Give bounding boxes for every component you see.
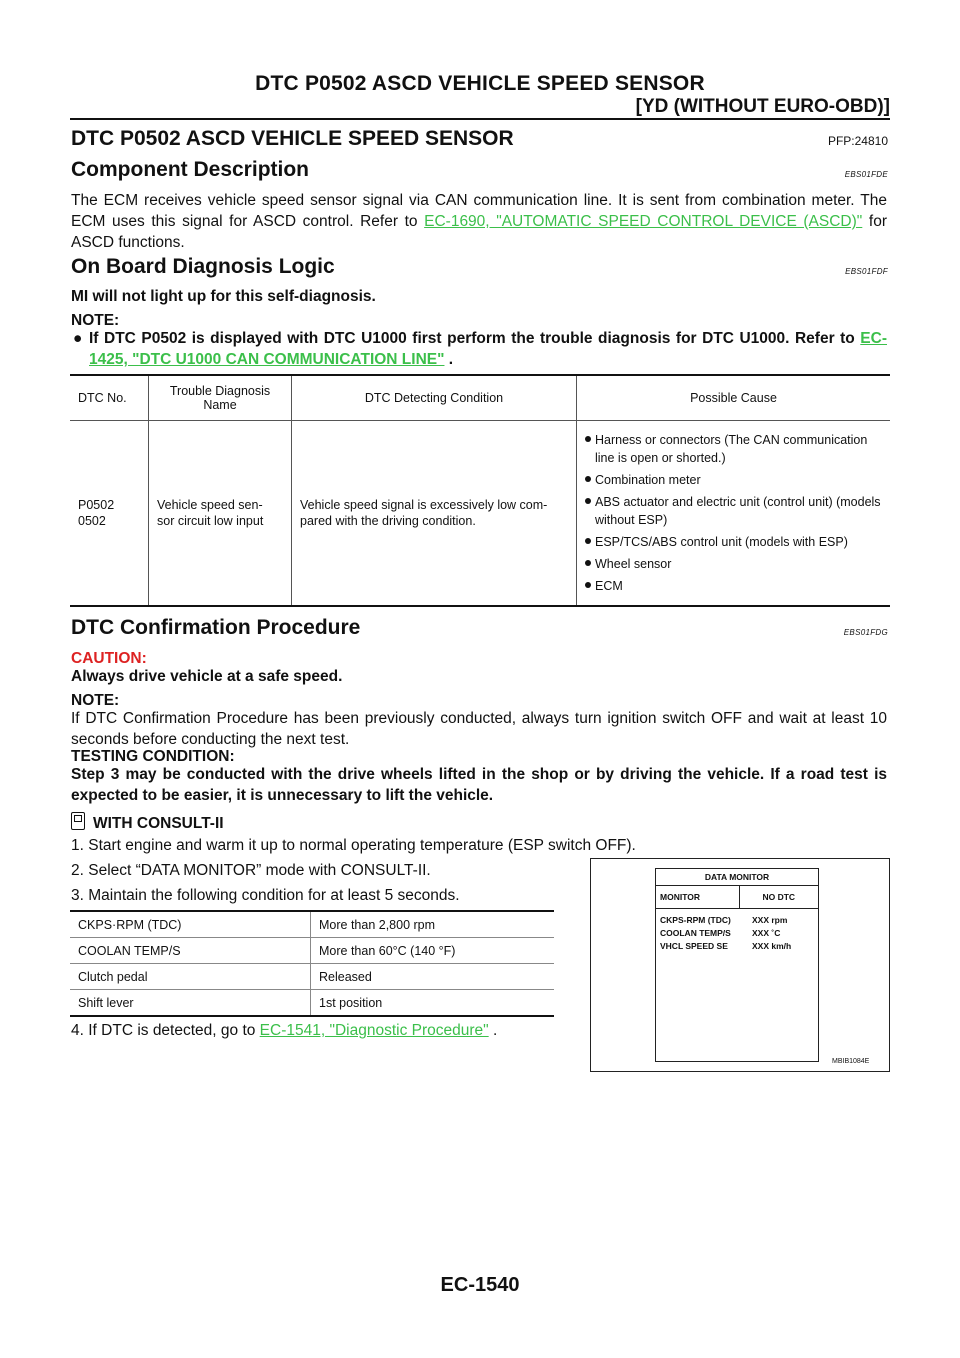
data-monitor-screen xyxy=(655,868,819,1062)
dtc-header-condition: DTC Detecting Condition xyxy=(292,375,577,421)
bullet-icon: ● xyxy=(73,330,83,347)
step-4: 4. If DTC is detected, go to EC-1541, "Diagnostic Procedure" . xyxy=(71,1022,498,1039)
page-number: EC-1540 xyxy=(440,1274,520,1296)
component-code: EBS01FDE xyxy=(844,170,888,179)
table-row: Shift lever 1st position xyxy=(70,990,554,1017)
ascd-ref-link[interactable]: EC-1690, "AUTOMATIC SPEED CONTROL DEVICE (ASCD)" xyxy=(424,213,863,230)
testing-label: TESTING CONDITION: xyxy=(71,748,235,765)
confirm-note-label: NOTE: xyxy=(71,692,120,709)
obd-note-label: NOTE: xyxy=(71,312,120,329)
running-header-title: DTC P0502 ASCD VEHICLE SPEED SENSOR xyxy=(255,72,705,95)
part-number: PFP:24810 xyxy=(827,134,888,148)
u1000-ref-link[interactable]: EC-1425, "DTC U1000 CAN COMMUNICATION LINE" xyxy=(89,330,887,368)
dtc-no-cell: P0502 0502 xyxy=(70,421,149,607)
step-1: 1. Start engine and warm it up to normal operating temperature (ESP switch OFF). xyxy=(71,837,636,854)
running-header-subtitle: [YD (WITHOUT EURO-OBD)] xyxy=(635,96,890,117)
confirm-heading: DTC Confirmation Procedure xyxy=(71,616,361,639)
caution-label: CAUTION: xyxy=(71,650,147,667)
header-rule xyxy=(70,118,890,120)
confirm-note-text: If DTC Confirmation Procedure has been previously conducted, always turn ignition switch OFF and wait at least 10 seconds before conducting the next test. xyxy=(71,710,887,748)
caution-text: Always drive vehicle at a safe speed. xyxy=(71,668,343,685)
list-item: ECM xyxy=(585,577,882,595)
dtc-name-cell: Vehicle speed sen- sor circuit low input xyxy=(149,421,292,607)
condition-table xyxy=(70,910,554,1017)
monitor-row: COOLAN TEMP/S XXX ˚C xyxy=(660,928,781,938)
dtc-cause-cell xyxy=(577,421,891,607)
step-3: 3. Maintain the following condition for at least 5 seconds. xyxy=(71,887,460,904)
monitor-header xyxy=(656,886,818,909)
confirm-code: EBS01FDG xyxy=(843,628,888,637)
obd-code: EBS01FDF xyxy=(845,267,888,276)
obd-note: ● If DTC P0502 is displayed with DTC U1000 first perform the trouble diagnosis for DTC U1000. Refer to EC-1425, "DTC U1000 CAN COMMUNICATION LINE" . xyxy=(73,330,887,368)
monitor-col-label: MONITOR xyxy=(660,892,700,902)
figure-caption: MBIB1084E xyxy=(832,1058,870,1065)
cause-list xyxy=(585,431,882,595)
dtc-condition-cell: Vehicle speed signal is excessively low com- pared with the driving condition. xyxy=(292,421,577,607)
mi-note: MI will not light up for this self-diagnosis. xyxy=(71,288,376,305)
step-2: 2. Select “DATA MONITOR” mode with CONSULT-II. xyxy=(71,862,431,879)
list-item: Wheel sensor xyxy=(585,555,882,573)
diagnostic-procedure-link[interactable]: EC-1541, "Diagnostic Procedure" xyxy=(259,1022,489,1039)
table-row: Clutch pedal Released xyxy=(70,964,554,990)
list-item: ABS actuator and electric unit (control unit) (models without ESP) xyxy=(585,493,882,529)
table-row xyxy=(70,421,890,607)
consult-heading: WITH CONSULT-II xyxy=(71,812,887,834)
list-item: Combination meter xyxy=(585,471,882,489)
dtc-header-cause: Possible Cause xyxy=(577,375,891,421)
dtc-header-no: DTC No. xyxy=(70,375,149,421)
table-row: CKPS·RPM (TDC) More than 2,800 rpm xyxy=(70,911,554,938)
monitor-dtc-status: NO DTC xyxy=(739,886,819,908)
section-title: DTC P0502 ASCD VEHICLE SPEED SENSOR xyxy=(71,127,514,150)
table-row: COOLAN TEMP/S More than 60°C (140 °F) xyxy=(70,938,554,964)
monitor-title: DATA MONITOR xyxy=(656,869,818,886)
monitor-row: CKPS-RPM (TDC) XXX rpm xyxy=(660,915,788,925)
testing-text: Step 3 may be conducted with the drive wheels lifted in the shop or by driving the vehicle. If a road test is expected to be easier, it is unnecessary to lift the vehicle. xyxy=(71,766,887,804)
dtc-table xyxy=(70,374,890,607)
list-item: Harness or connectors (The CAN communication line is open or shorted.) xyxy=(585,431,882,467)
list-item: ESP/TCS/ABS control unit (models with ESP) xyxy=(585,533,882,551)
consult-tool-icon xyxy=(71,812,85,830)
component-heading: Component Description xyxy=(71,158,310,181)
dtc-header-name: Trouble Diagnosis Name xyxy=(149,375,292,421)
component-paragraph: The ECM receives vehicle speed sensor signal via CAN communication line. It is sent from combination meter. The ECM uses this signal for ASCD control. Refer to EC-1690, "AUTOMATIC SPEED CONTROL DEVICE (ASCD)" for ASCD functions. xyxy=(71,192,887,251)
obd-heading: On Board Diagnosis Logic xyxy=(71,255,335,278)
monitor-row: VHCL SPEED SE XXX km/h xyxy=(660,941,792,951)
